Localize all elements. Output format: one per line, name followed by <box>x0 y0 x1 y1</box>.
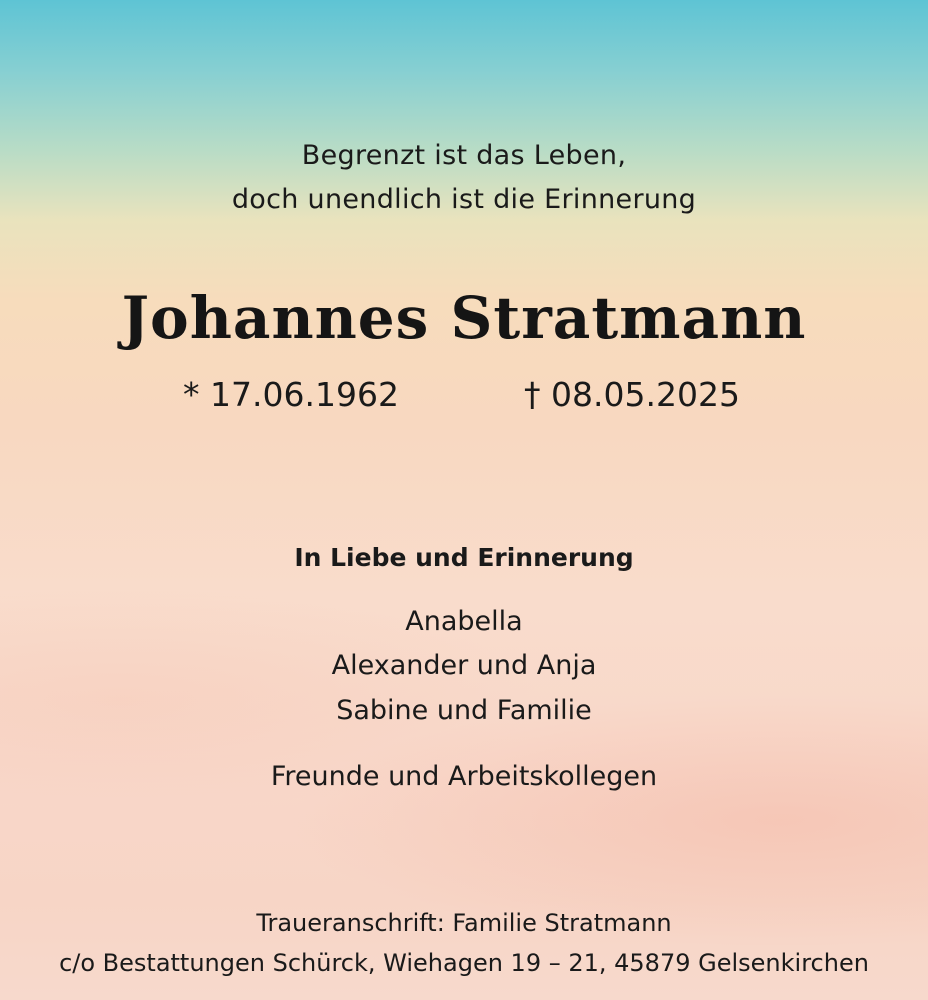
quote-line-2: doch unendlich ist die Erinnerung <box>231 184 697 215</box>
mourning-address-line-2: c/o Bestattungen Schürck, Wiehagen 19 – 21, 45879 Gelsenkirchen <box>59 949 869 977</box>
mourner-others: Freunde und Arbeitskollegen <box>270 761 658 792</box>
mourner-name: Anabella <box>405 606 523 637</box>
memorial-quote <box>0 134 928 222</box>
deceased-name: Johannes Stratmann <box>121 284 807 352</box>
mourner-name: Alexander und Anja <box>331 650 597 681</box>
mourner-name: Sabine und Familie <box>336 695 592 726</box>
birth-date: * 17.06.1962 <box>183 375 399 414</box>
quote-line-1: Begrenzt ist das Leben, <box>301 140 627 171</box>
mourning-address-line-1: Traueranschrift: Familie Stratmann <box>256 909 672 937</box>
death-date: † 08.05.2025 <box>524 375 740 414</box>
mourners-heading: In Liebe und Erinnerung <box>294 543 634 572</box>
